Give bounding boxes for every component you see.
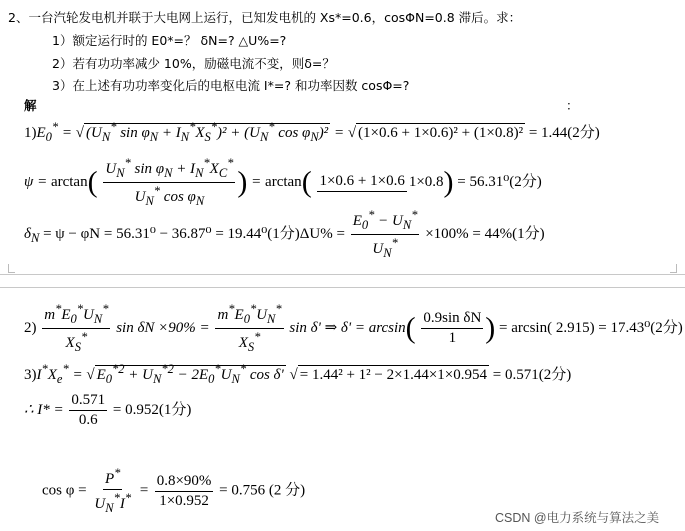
colon-mark: ：	[566, 98, 579, 113]
question-2: 2）若有功功率减少 10%，励磁电流不变，则δ=？	[52, 56, 335, 71]
page-divider-bottom	[0, 287, 685, 288]
equation-delta: $\delta_N = \psi - \varphi N = 56.31^0 - 36.87^0 = 19.44^0(1$分)ΔU% = $\frac{E_0^* - U_N^*}{U_N^*}$ ×100% = 44%(1分)	[24, 208, 545, 260]
equation-therefore: ∴ I* = $\frac{0.571}{0.6}$ = 0.952(1分)	[24, 392, 192, 428]
equation-cos: cos φ = $\frac{P^*}{U_N^*I^*}$ = $\frac{0.8\times 90\%}{1\times 0.952}$ = 0.756 (2 分)	[42, 466, 306, 515]
equation-power: 2) $\frac{m^*E_0^*U_N^*}{X_S^*}$ sin δN ×90% = $\frac{m^*E_0^*U_N^*}{X_S^*}$ sin δ' ⇒ δ' = arcsin( $\frac{\text{0.9sin δN}}{1}$ ) = arcsin( 2.915) = 17.43⁰(2分)	[24, 302, 683, 354]
question-1: 1）额定运行时的 E0*=？ δN=? △U%=?	[52, 33, 287, 48]
equation-e0: $1)E_0^*$ = √ ($U_N^*$ $\sin \varphi_N + I_N^*X_S^*)^2 + (U_N^*$ $\cos \varphi_N)^2$ = √ (1×0.6 + 1×0.6)² + (1×0.8)² = 1.44(2分)	[24, 120, 600, 144]
page-divider-top	[0, 274, 685, 275]
question-3: 3）在上述有功功率变化后的电枢电流 I*=? 和功率因数 cosΦ=?	[52, 78, 410, 93]
corner-mark-right	[670, 264, 677, 273]
equation-psi: ψ = arctan( $\frac{U_N^* \sin \varphi_N + I_N^*X_C^*}{U_N^* \cos \varphi_N}$ ) = arctan( 1×0.6 + 1×0.6 1×0.8) = 56.31⁰(2分)	[24, 156, 542, 208]
watermark: CSDN @电力系统与算法之美	[495, 511, 660, 525]
equation-current: $3)I^*X_e^*$ = √ $E_0^{*2} + U_N^{*2} - 2E_0^*U_N^*$ cos δ' √ = 1.44² + 1² − 2×1.44×1×0.954 = 0.571(2分)	[24, 362, 572, 386]
corner-mark-left	[8, 264, 15, 273]
problem-line-1: 2、一台汽轮发电机并联于大电网上运行，已知发电机的 Xs*=0.6，cosΦN=0.8 滞后。求：	[8, 10, 522, 25]
solution-label: 解	[24, 98, 37, 113]
